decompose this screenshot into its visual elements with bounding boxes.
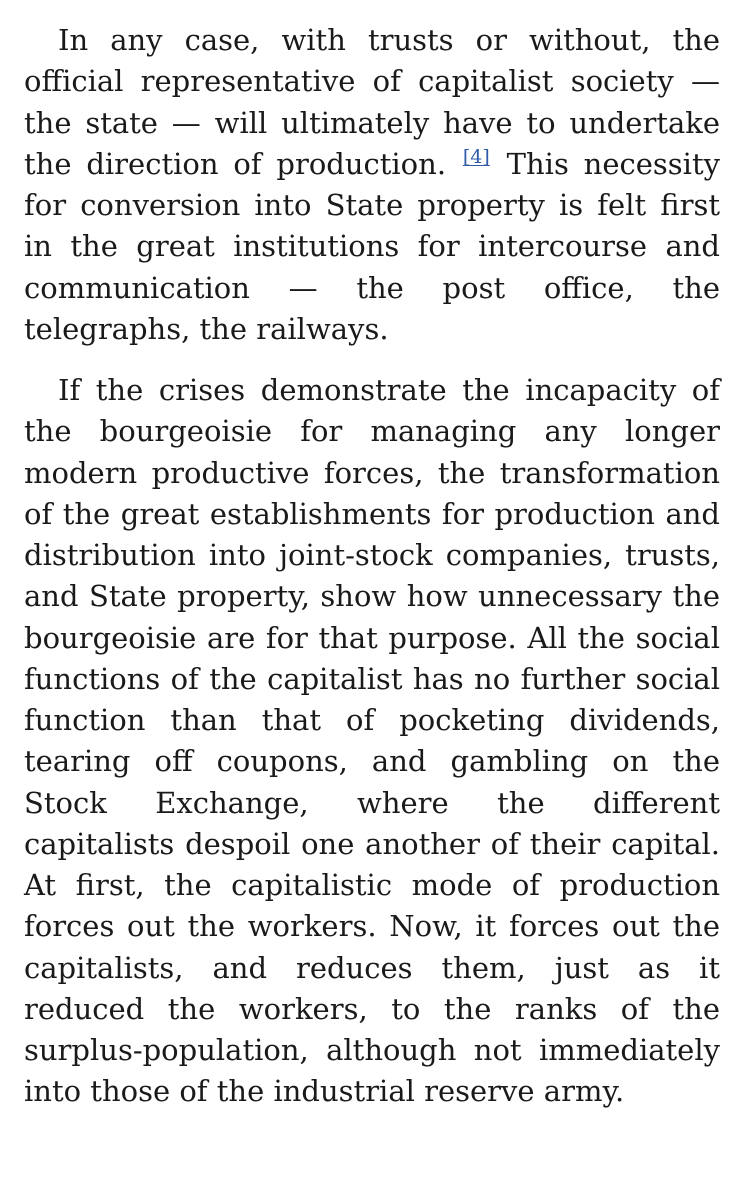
footnote-link-4[interactable]: [4] [462,146,490,169]
paragraph-1-text-before-footnote: In any case, with trusts or without, the official representative of capitalist society — the state — will ultimately have to undertake the direction of production. [24,23,720,181]
paragraph-1-text-after-footnote: This necessity for conversion into State property is felt first in the great institutions for intercourse and communication — the post office, the telegraphs, the railways. [24,146,720,346]
paragraph-bourgeoisie-unnecessary [24,370,720,1113]
paragraph-2-text: If the crises demonstrate the incapacity of the bourgeoisie for managing any longer modern productive forces, the transformation of the great establishments for production and distribution into joint-stock companies, trusts, and State property, show how unnecessary the bourgeoisie are for that purpose. All the social functions of the capitalist has no further social function than that of pocketing dividends, tearing off coupons, and gambling on the Stock Exchange, where the different capitalists despoil one another of their capital. At first, the capitalistic mode of production forces out the workers. Now, it forces out the capitalists, and reduces them, just as it reduced the workers, to the ranks of the surplus-population, although not immediately into those of the industrial reserve army. [24,373,720,1109]
reader-page[interactable] [24,0,720,1200]
previous-line-fragment [24,0,720,4]
paragraph-state-direction [24,20,720,350]
